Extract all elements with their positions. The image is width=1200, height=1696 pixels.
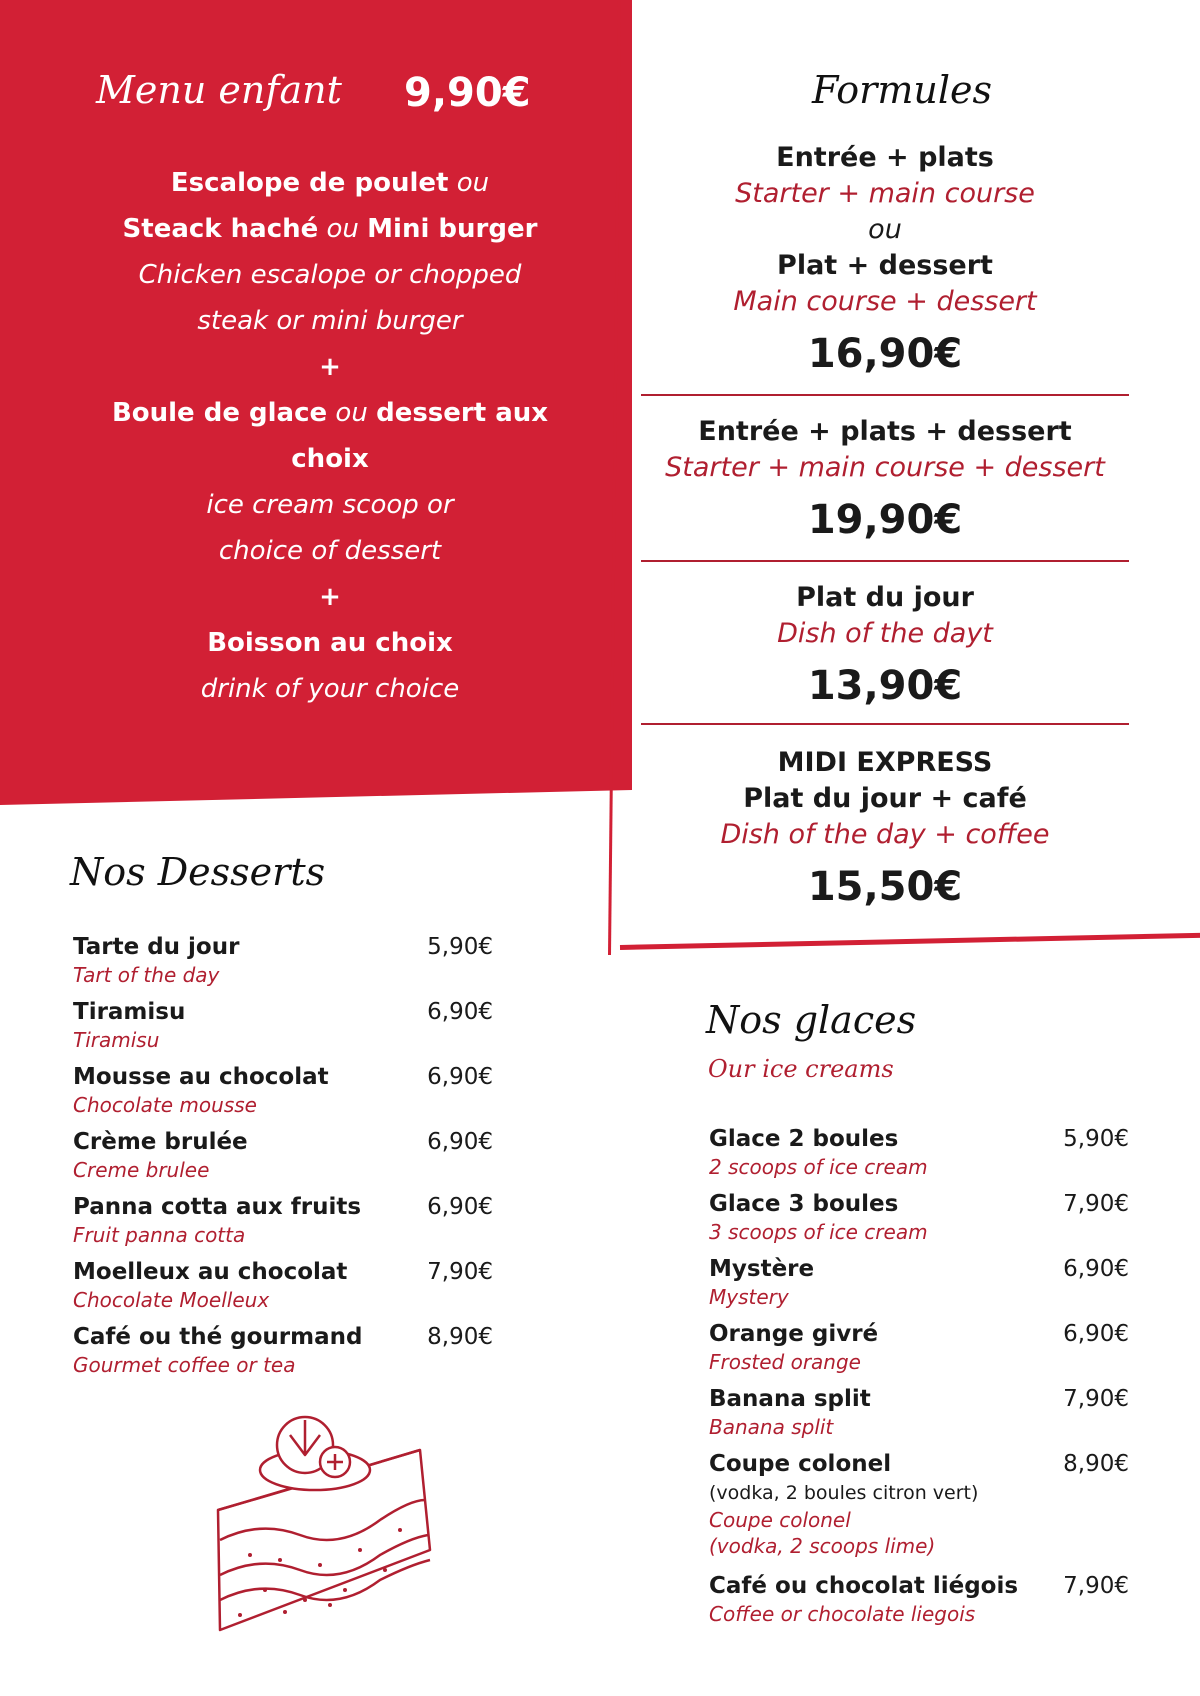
kids-line-6: choix [291,444,369,474]
dessert-price: 6,90€ [427,999,493,1025]
dessert-translation: Chocolate Moelleux [73,1288,270,1312]
dessert-translation: Tart of the day [73,963,220,987]
formule-3-fr: Plat du jour [796,582,974,613]
glaces-title: Nos glaces [706,998,917,1042]
list-item [709,1384,1129,1449]
formule-2 [640,414,1130,548]
kids-line-3: Chicken escalope or chopped [138,260,522,290]
desserts-list [73,932,493,1387]
formule-1-en-2: Main course + dessert [733,286,1037,317]
dessert-name: Tiramisu [73,999,186,1025]
glaces-subtitle: Our ice creams [708,1055,894,1083]
kids-menu-price: 9,90€ [404,70,531,116]
kids-plus-1: + [319,352,341,382]
desserts-title: Nos Desserts [70,850,326,894]
kids-line-2-bold-b: Mini burger [367,214,538,244]
glace-translation: Coupe colonel [709,1508,851,1532]
formule-separator-1 [641,394,1129,396]
list-item [73,997,493,1062]
kids-line-5-bold-a: Boule de glace [111,398,328,428]
list-item [73,1127,493,1192]
kids-line-4: steak or mini burger [197,306,463,336]
formule-1-fr-1: Entrée + plats [776,142,994,173]
glace-name: Glace 2 boules [709,1126,899,1152]
formule-4-price: 15,50€ [807,864,963,910]
glace-name: Coupe colonel [709,1451,892,1477]
kids-menu-title: Menu enfant [96,68,342,112]
formule-2-fr: Entrée + plats + dessert [698,416,1072,447]
kids-menu-body [60,160,600,712]
glace-name: Mystère [709,1256,815,1282]
list-item [709,1189,1129,1254]
formule-1-en-1: Starter + main course [735,178,1035,209]
formule-3-price: 13,90€ [807,663,963,709]
glace-translation: Banana split [709,1415,834,1439]
kids-line-2-or: ou [318,214,368,244]
glace-price: 7,90€ [1063,1386,1129,1412]
formule-separator-2 [641,560,1129,562]
list-item [709,1449,1129,1571]
kids-line-2 [60,206,600,252]
kids-line-5-or: ou [327,398,377,428]
glace-name: Banana split [709,1386,871,1412]
dessert-price: 5,90€ [427,934,493,960]
glace-translation: Frosted orange [709,1350,861,1374]
list-item [709,1319,1129,1384]
kids-menu-header [96,68,556,118]
formules-title: Formules [812,68,992,112]
formule-1 [640,140,1130,382]
list-item [73,1062,493,1127]
dessert-price: 6,90€ [427,1194,493,1220]
dessert-name: Mousse au chocolat [73,1064,329,1090]
kids-line-1-or: ou [448,168,490,198]
glace-translation-note: (vodka, 2 scoops lime) [709,1534,936,1558]
formule-2-en: Starter + main course + dessert [665,452,1105,483]
glace-price: 8,90€ [1063,1451,1129,1477]
dessert-translation: Fruit panna cotta [73,1223,246,1247]
dessert-translation: Creme brulee [73,1158,210,1182]
formule-1-ou: ou [868,214,902,245]
kids-line-2-bold-a: Steack haché [122,214,319,244]
formule-4 [640,745,1130,915]
list-item [709,1571,1129,1636]
glace-note: (vodka, 2 boules citron vert) [709,1482,979,1504]
formule-3-en: Dish of the dayt [777,618,993,649]
glace-price: 6,90€ [1063,1256,1129,1282]
formule-4-fr-1: MIDI EXPRESS [777,747,993,778]
dessert-price: 6,90€ [427,1064,493,1090]
formule-1-price: 16,90€ [807,331,963,377]
formule-4-fr-2: Plat du jour + café [743,783,1027,814]
glace-name: Café ou chocolat liégois [709,1573,1019,1599]
glaces-list [709,1124,1129,1636]
list-item [73,932,493,997]
formule-1-fr-2: Plat + dessert [777,250,993,281]
formule-4-en: Dish of the day + coffee [720,819,1050,850]
formule-separator-3 [641,723,1129,725]
list-item [709,1124,1129,1189]
dessert-name: Crème brulée [73,1129,248,1155]
formule-3 [640,580,1130,714]
dessert-price: 7,90€ [427,1259,493,1285]
glace-price: 7,90€ [1063,1573,1129,1599]
dessert-translation: Tiramisu [73,1028,160,1052]
glace-translation: Coffee or chocolate liegois [709,1602,976,1626]
glace-translation: Mystery [709,1285,789,1309]
list-item [709,1254,1129,1319]
glace-translation: 3 scoops of ice cream [709,1220,928,1244]
glace-name: Glace 3 boules [709,1191,899,1217]
kids-line-8: choice of dessert [218,536,442,566]
list-item [73,1192,493,1257]
glace-price: 6,90€ [1063,1321,1129,1347]
formules-border-bottom [620,933,1200,950]
dessert-name: Moelleux au chocolat [73,1259,348,1285]
dessert-price: 8,90€ [427,1324,493,1350]
dessert-name: Panna cotta aux fruits [73,1194,362,1220]
kids-line-10: drink of your choice [200,674,460,704]
kids-line-9: Boisson au choix [207,628,453,658]
kids-line-5-bold-b: dessert aux [376,398,549,428]
kids-line-5 [60,390,600,436]
list-item [73,1257,493,1322]
dessert-price: 6,90€ [427,1129,493,1155]
kids-line-7: ice cream scoop or [206,490,454,520]
kids-line-1-bold: Escalope de poulet [170,168,449,198]
glace-translation: 2 scoops of ice cream [709,1155,928,1179]
dessert-name: Café ou thé gourmand [73,1324,363,1350]
dessert-translation: Gourmet coffee or tea [73,1353,296,1377]
dessert-translation: Chocolate mousse [73,1093,257,1117]
formule-2-price: 19,90€ [807,497,963,543]
kids-plus-2: + [319,582,341,612]
kids-line-1 [60,160,600,206]
list-item [73,1322,493,1387]
cake-slice-icon [210,1400,440,1640]
glace-price: 5,90€ [1063,1126,1129,1152]
glace-name: Orange givré [709,1321,879,1347]
glace-price: 7,90€ [1063,1191,1129,1217]
dessert-name: Tarte du jour [73,934,240,960]
